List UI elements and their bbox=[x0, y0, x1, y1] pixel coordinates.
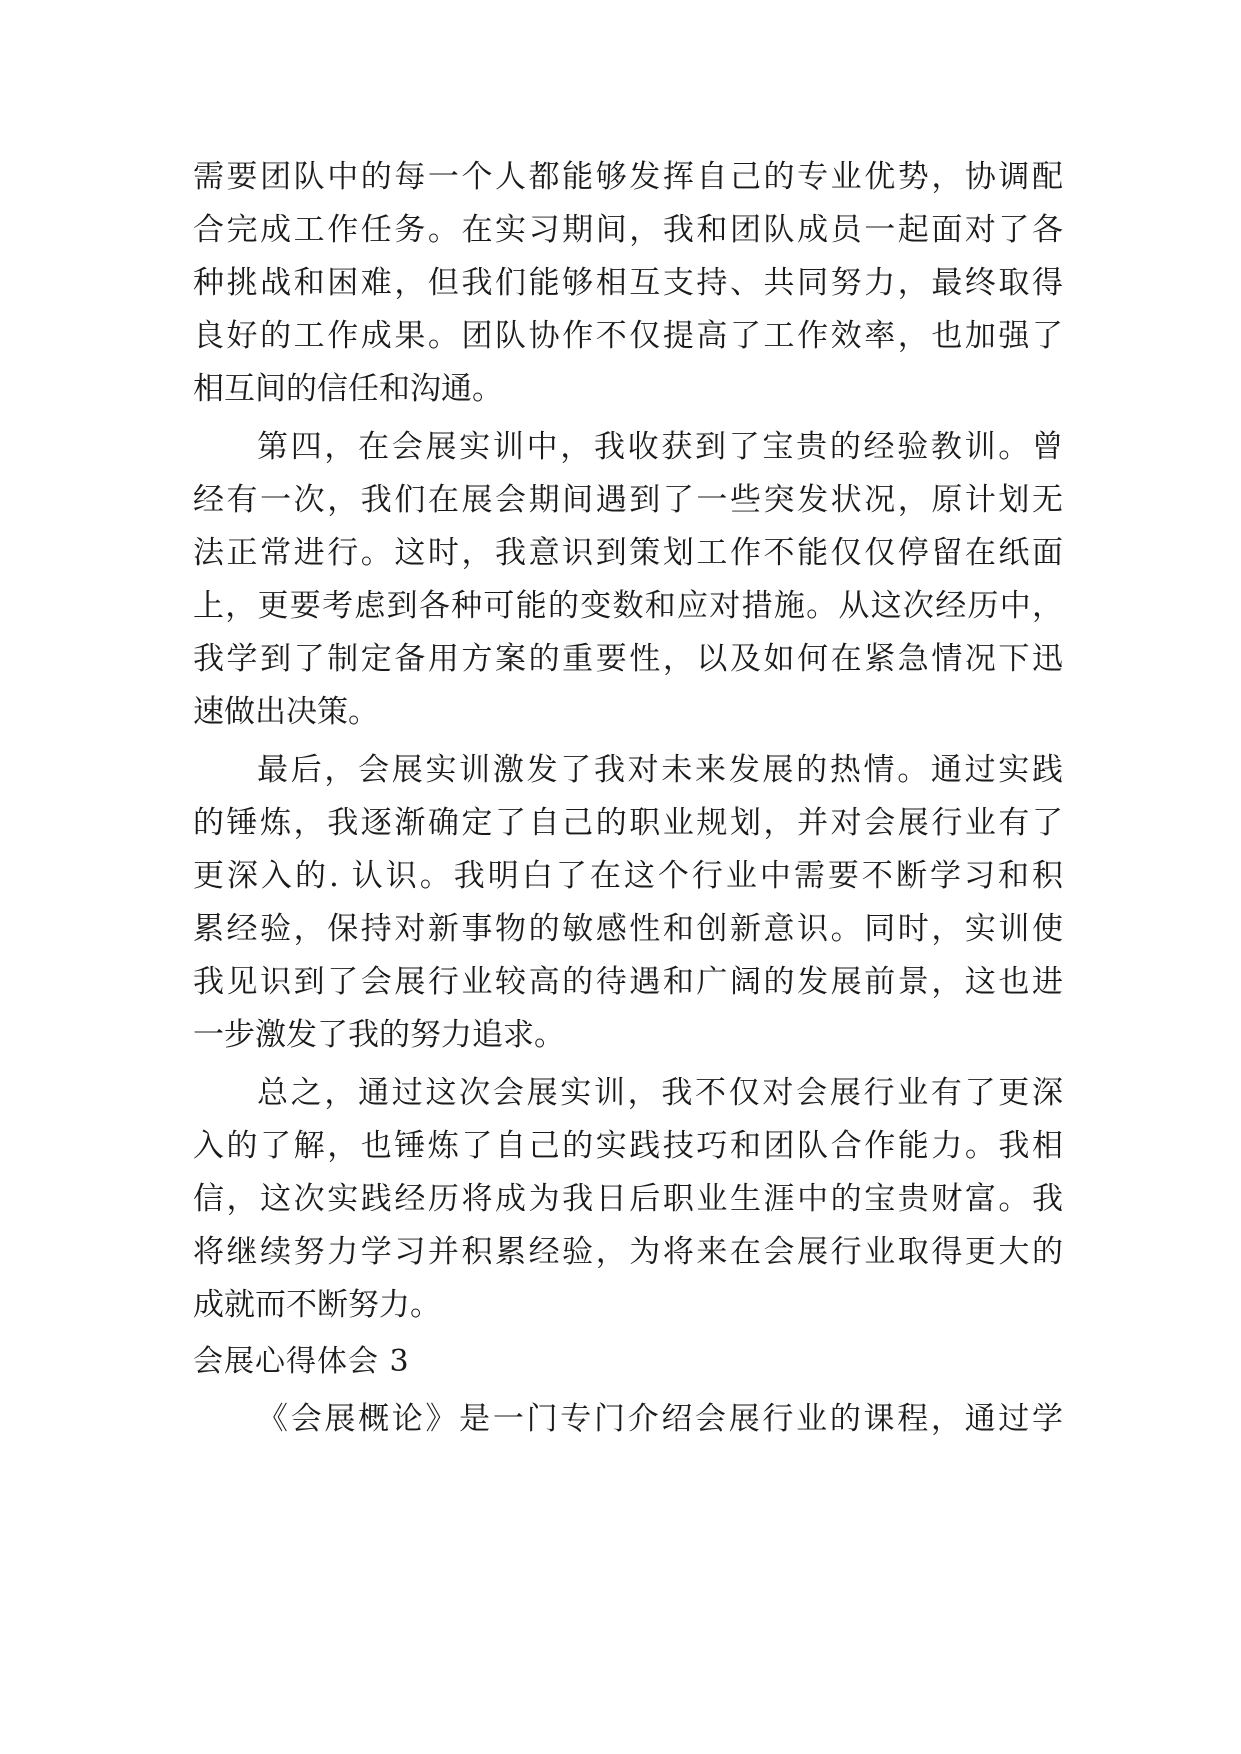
text-line: 我见识到了会展行业较高的待遇和广阔的发展前景，这也进 bbox=[193, 964, 1063, 1000]
text-line: 我学到了制定备用方案的重要性，以及如何在紧急情况下迅 bbox=[193, 641, 1063, 677]
text-line: 需要团队中的每一个人都能够发挥自己的专业优势，协调配 bbox=[193, 159, 1063, 195]
text-line: 种挑战和困难，但我们能够相互支持、共同努力，最终取得 bbox=[193, 265, 1063, 301]
text-line: 经有一次，我们在展会期间遇到了一些突发状况，原计划无 bbox=[193, 482, 1063, 518]
section-heading: 会展心得体会 3 bbox=[193, 1344, 410, 1379]
text-line: 累经验，保持对新事物的敏感性和创新意识。同时，实训使 bbox=[193, 911, 1063, 947]
text-line: 更深入的. 认识。我明白了在这个行业中需要不断学习和积 bbox=[193, 858, 1063, 894]
paragraph-first-line: 最后，会展实训激发了我对未来发展的热情。通过实践 bbox=[257, 752, 1063, 788]
paragraph-first-line: 第四，在会展实训中，我收获到了宝贵的经验教训。曾 bbox=[257, 429, 1063, 465]
text-line: 入的了解，也锤炼了自己的实践技巧和团队合作能力。我相 bbox=[193, 1128, 1063, 1164]
text-line: 合完成工作任务。在实习期间，我和团队成员一起面对了各 bbox=[193, 212, 1063, 248]
text-line: 将继续努力学习并积累经验，为将来在会展行业取得更大的 bbox=[193, 1234, 1063, 1270]
paragraph-first-line: 总之，通过这次会展实训，我不仅对会展行业有了更深 bbox=[257, 1075, 1063, 1111]
text-line: 的锤炼，我逐渐确定了自己的职业规划，并对会展行业有了 bbox=[193, 805, 1063, 841]
text-line: 良好的工作成果。团队协作不仅提高了工作效率，也加强了 bbox=[193, 318, 1063, 354]
text-line: 速做出决策。 bbox=[193, 694, 379, 730]
paragraph-first-line: 《会展概论》是一门专门介绍会展行业的课程，通过学 bbox=[257, 1401, 1063, 1437]
text-line: 一步激发了我的努力追求。 bbox=[193, 1017, 565, 1053]
text-line: 相互间的信任和沟通。 bbox=[193, 371, 503, 407]
text-line: 成就而不断努力。 bbox=[193, 1287, 441, 1323]
text-line: 上，更要考虑到各种可能的变数和应对措施。从这次经历中， bbox=[193, 588, 1063, 624]
text-line: 法正常进行。这时，我意识到策划工作不能仅仅停留在纸面 bbox=[193, 535, 1063, 571]
text-line: 信，这次实践经历将成为我日后职业生涯中的宝贵财富。我 bbox=[193, 1181, 1063, 1217]
